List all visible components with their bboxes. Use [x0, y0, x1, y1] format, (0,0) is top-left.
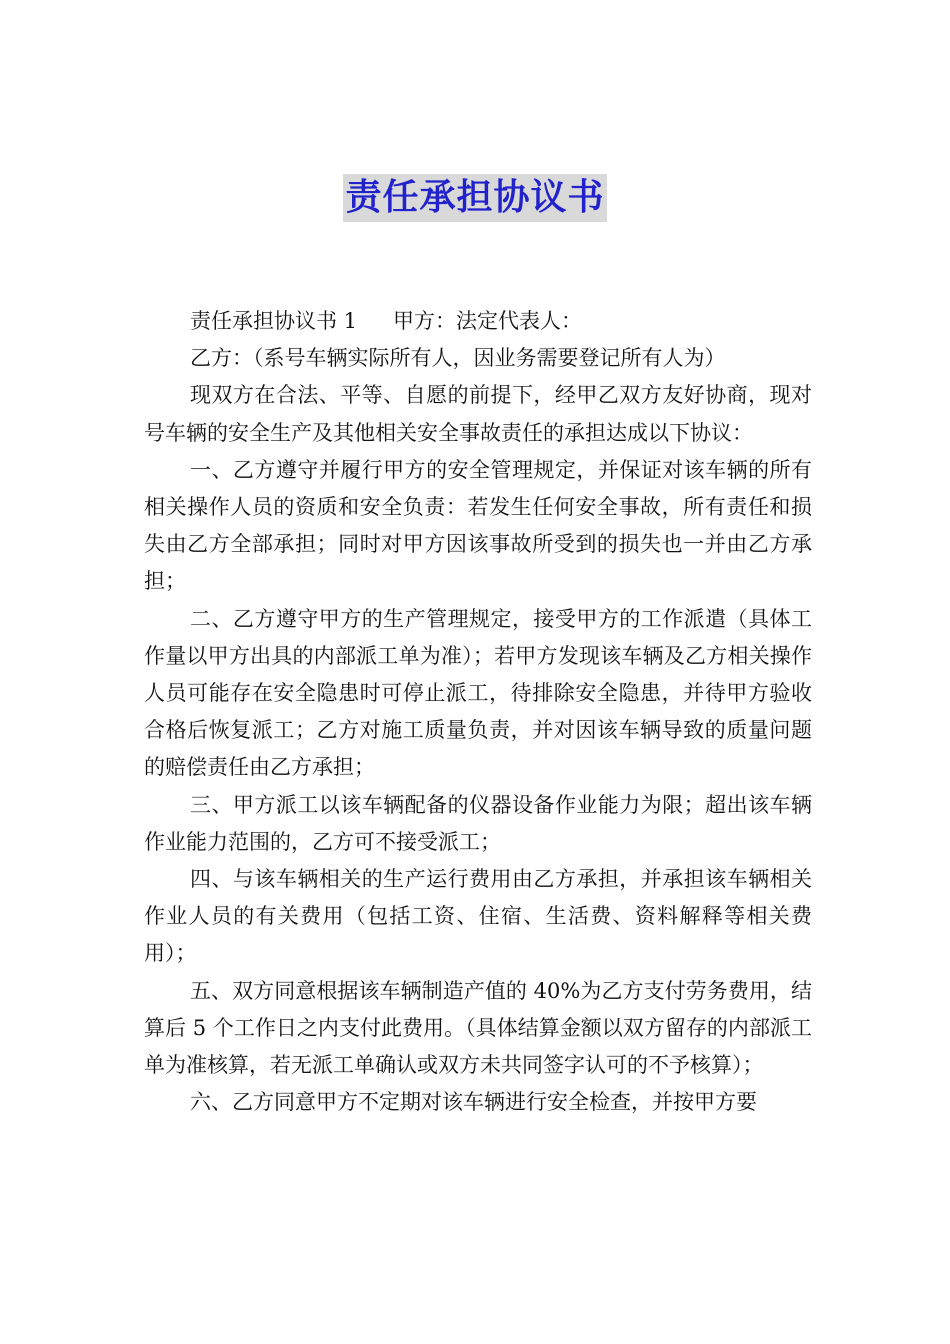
- title-container: [0, 174, 950, 222]
- header-left: 责任承担协议书 1: [190, 309, 358, 333]
- paragraph-clause-2: 二、乙方遵守甲方的生产管理规定，接受甲方的工作派遣（具体工作量以甲方出具的内部派工单为准）；若甲方发现该车辆及乙方相关操作人员可能存在安全隐患时可停止派工，待排除安全隐患，并待甲方验收合格后恢复派工；乙方对施工质量负责，并对因该车辆导致的质量问题的赔偿责任由乙方承担；: [144, 606, 812, 780]
- document-body: [144, 303, 812, 1121]
- paragraph-clause-4: 四、与该车辆相关的生产运行费用由乙方承担，并承担该车辆相关作业人员的有关费用（包括工资、住宿、生活费、资料解释等相关费用）；: [144, 867, 812, 966]
- header-line: [144, 303, 812, 340]
- paragraph-clause-3: 三、甲方派工以该车辆配备的仪器设备作业能力为限；超出该车辆作业能力范围的，乙方可不接受派工；: [144, 792, 812, 854]
- paragraph-party-b: 乙方：（系号车辆实际所有人，因业务需要登记所有人为）: [190, 346, 726, 371]
- paragraph-clause-6: 六、乙方同意甲方不定期对该车辆进行安全检查，并按甲方要: [190, 1090, 757, 1115]
- paragraph-clause-1: 一、乙方遵守并履行甲方的安全管理规定，并保证对该车辆的所有相关操作人员的资质和安全负责：若发生任何安全事故，所有责任和损失由乙方全部承担；同时对甲方因该事故所受到的损失也一并由乙方承担；: [144, 457, 812, 594]
- paragraph-preamble: 现双方在合法、平等、自愿的前提下，经甲乙双方友好协商，现对号车辆的安全生产及其他相关安全事故责任的承担达成以下协议：: [144, 383, 812, 445]
- document-title: 责任承担协议书: [343, 174, 606, 222]
- paragraph-clause-5: 五、双方同意根据该车辆制造产值的 40%为乙方支付劳务费用，结算后 5 个工作日之内支付此费用。（具体结算金额以双方留存的内部派工单为准核算，若无派工单确认或双方未共同签字认可的不予核算）；: [144, 978, 812, 1078]
- header-right: 甲方：法定代表人：: [393, 309, 583, 333]
